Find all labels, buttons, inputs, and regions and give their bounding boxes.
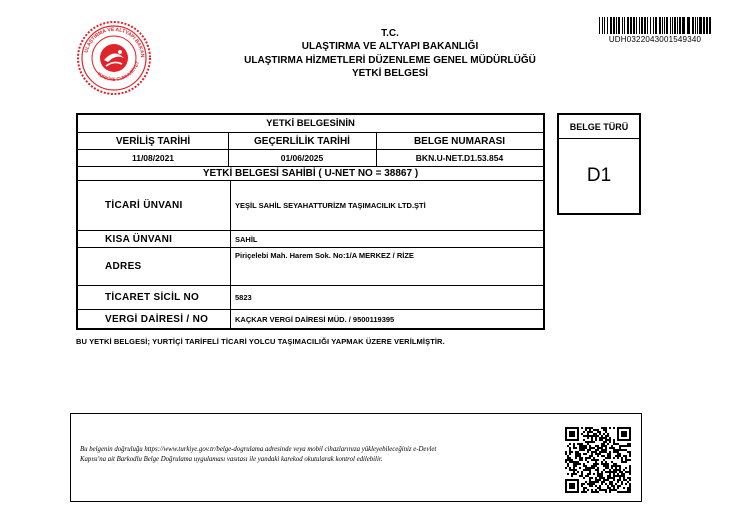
ministry-seal-icon	[76, 20, 152, 96]
table-row	[78, 310, 543, 328]
document-number-value: BKN.U-NET.D1.53.854	[415, 153, 504, 163]
table-row	[78, 181, 543, 231]
barcode-number: UDH0322043001549340	[608, 35, 702, 44]
column-header-document-number: BELGE NUMARASI	[413, 135, 506, 147]
verification-box	[70, 413, 642, 502]
document-title: YETKİ BELGESİ	[351, 68, 429, 79]
table-row	[78, 231, 543, 248]
owner-header-row	[78, 167, 543, 181]
table-title-row	[78, 115, 543, 133]
column-header-row	[78, 133, 543, 150]
owner-header: YETKİ BELGESİ SAHİBİ ( U-NET NO = 38867 )	[202, 168, 419, 179]
barcode-icon	[599, 17, 711, 34]
trade-registry-label: TİCARET SİCİL NO	[105, 292, 200, 303]
verification-line-1: Bu belgenin doğruluğu https://www.turkiye.gov.tr/belge-dogrulama adresinde veya mobil cihazlarınıza yükleyebileceğiniz e-Devlet	[80, 446, 437, 453]
short-name-value: SAHİL	[235, 234, 258, 244]
validity-date-value: 01/06/2025	[280, 153, 324, 163]
table-title: YETKİ BELGESİNİN	[266, 118, 355, 129]
verification-text	[80, 445, 550, 465]
date-values-row	[78, 150, 543, 167]
svg-text:ULAŞTIRMA VE ALTYAPI BAKANLIĞI: ULAŞTIRMA VE ALTYAPI BAKAN	[83, 26, 146, 58]
address-value: Piriçelebi Mah. Harem Sok. No:1/A MERKEZ / RİZE	[235, 251, 414, 260]
address-label: ADRES	[105, 261, 142, 272]
short-name-label: KISA ÜNVANI	[105, 233, 173, 245]
document-type-box	[557, 113, 641, 215]
verification-line-2: Kapısı'na ait Barkodlu Belge Doğrulama uygulaması vasıtası ile yandaki karekod okutularak kontrol edilebilir.	[80, 456, 383, 463]
document-type-value: D1	[586, 165, 612, 186]
tax-office-label: VERGİ DAİRESİ / NO	[105, 313, 209, 325]
table-row	[78, 248, 543, 286]
header-ministry: ULAŞTIRMA VE ALTYAPI BAKANLIĞI	[301, 41, 479, 52]
tax-office-value: KAÇKAR VERGİ DAİRESİ MÜD. / 9500119395	[235, 314, 395, 324]
qr-code-icon	[565, 427, 631, 493]
trade-name-label: TİCARİ ÜNVANI	[105, 200, 183, 211]
trade-registry-value: 5823	[235, 293, 252, 302]
header-directorate: ULAŞTIRMA HİZMETLERİ DÜZENLEME GENEL MÜDÜRLÜĞÜ	[244, 55, 536, 66]
header-tc: T.C.	[381, 28, 399, 39]
column-header-issue-date: VERİLİŞ TARİHİ	[115, 135, 191, 147]
trade-name-value: YEŞİL SAHİL SEYAHATTURİZM TAŞIMACILIK LTD.ŞTİ	[235, 201, 426, 210]
column-header-validity-date: GEÇERLİLİK TARİHİ	[254, 135, 350, 147]
issue-date-value: 11/08/2021	[131, 153, 175, 163]
svg-text:TÜRKİYE CUMHURİYETİ: TÜRKİYE CUMHURİYET	[96, 60, 141, 82]
table-row	[78, 286, 543, 310]
certificate-table	[76, 113, 545, 330]
certificate-note: BU YETKİ BELGESİ; YURTİÇİ TARİFELİ TİCARİ YOLCU TAŞIMACILIĞI YAPMAK ÜZERE VERİLMİŞTİR.	[76, 337, 445, 346]
document-type-label: BELGE TÜRÜ	[559, 115, 639, 139]
